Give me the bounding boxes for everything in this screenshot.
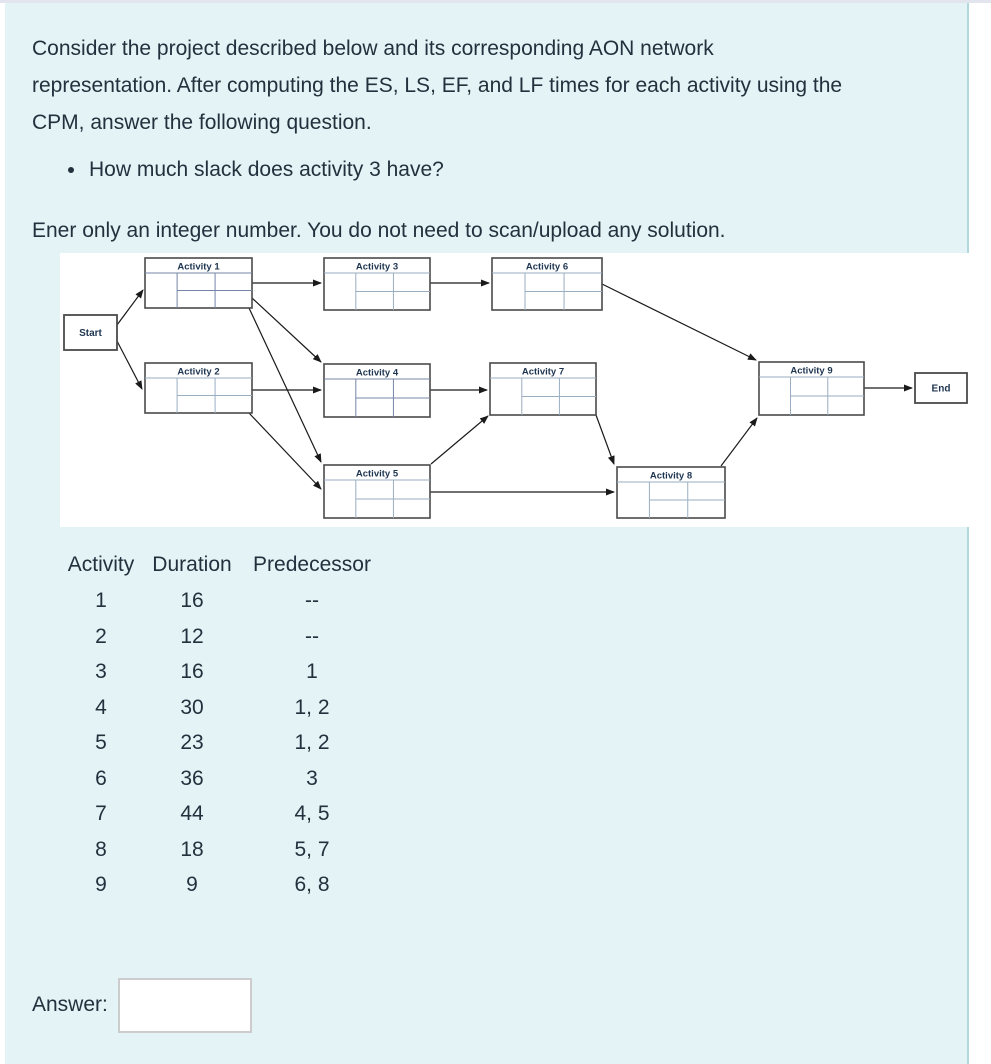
table-row xyxy=(60,796,967,832)
edge-start-a1 xyxy=(117,290,143,325)
edge-a6-a9 xyxy=(602,284,756,360)
edge-a2-a5 xyxy=(249,413,321,489)
node-a6 xyxy=(492,258,602,310)
table-row xyxy=(60,690,967,726)
intro-line-3: CPM, answer the following question. xyxy=(32,111,372,134)
table-cell: -- xyxy=(305,624,319,648)
edge-a1-a4 xyxy=(252,298,321,362)
node-label: End xyxy=(931,383,951,395)
bullet-text: How much slack does activity 3 have? xyxy=(89,158,444,181)
table-cell: 30 xyxy=(180,695,204,719)
table-cell: 23 xyxy=(180,731,204,754)
table-cell: 16 xyxy=(180,589,204,612)
table-cell: 1 xyxy=(95,589,107,612)
node-a4 xyxy=(324,364,430,417)
aon-network-diagram xyxy=(60,253,974,527)
activity-table-body xyxy=(60,583,967,903)
table-cell: 1, 2 xyxy=(294,695,330,719)
node-a5 xyxy=(324,465,430,518)
table-row xyxy=(60,867,967,903)
question-bullet-item xyxy=(32,155,967,185)
node-label: Activity 6 xyxy=(525,261,569,273)
table-row xyxy=(60,761,967,797)
edge-a5-a7 xyxy=(431,416,488,464)
table-row xyxy=(60,619,967,655)
table-row xyxy=(60,654,967,690)
node-label: Activity 8 xyxy=(649,470,693,482)
table-cell: 4, 5 xyxy=(294,802,330,825)
node-label: Start xyxy=(79,328,102,339)
node-label: Activity 4 xyxy=(355,367,399,379)
table-row xyxy=(60,832,967,868)
table-cell: 9 xyxy=(95,873,107,896)
table-cell: -- xyxy=(305,589,319,612)
question-panel xyxy=(5,3,969,1064)
node-label: Activity 1 xyxy=(177,261,220,273)
table-cell: 16 xyxy=(180,660,204,683)
table-row xyxy=(60,725,967,761)
table-cell: 3 xyxy=(306,766,318,790)
table-cell: 2 xyxy=(95,624,107,648)
table-cell: 5 xyxy=(95,731,107,754)
table-header-cell: Duration xyxy=(152,553,232,576)
node-a1 xyxy=(145,258,252,308)
edge-start-a2 xyxy=(117,341,142,389)
node-a2 xyxy=(145,363,252,413)
table-cell: 3 xyxy=(95,660,107,683)
table-cell: 44 xyxy=(180,802,204,825)
answer-input[interactable] xyxy=(118,978,252,1033)
table-cell: 4 xyxy=(95,695,107,719)
answer-row xyxy=(32,978,967,1033)
table-cell: 12 xyxy=(180,624,204,648)
node-start xyxy=(64,315,117,350)
activity-table xyxy=(60,546,967,903)
table-cell: 9 xyxy=(186,873,198,896)
node-label: Activity 5 xyxy=(355,468,399,480)
intro-line-1: Consider the project described below and its corresponding AON network xyxy=(32,37,714,60)
table-header-cell: Activity xyxy=(67,553,135,576)
table-cell: 6, 8 xyxy=(294,873,330,896)
node-a8 xyxy=(617,467,725,518)
table-cell: 8 xyxy=(95,837,107,861)
node-a9 xyxy=(759,362,864,415)
question-instruction: Ener only an integer number. You do not need to scan/upload any solution. xyxy=(32,219,726,242)
table-cell: 18 xyxy=(180,837,204,861)
table-header-cell: Predecessor xyxy=(253,553,371,576)
table-cell: 1 xyxy=(306,660,318,683)
aon-network-svg xyxy=(60,253,974,527)
table-cell: 6 xyxy=(95,766,107,790)
node-label: Activity 9 xyxy=(790,365,833,377)
intro-line-2: representation. After computing the ES, LS, EF, and LF times for each activity using the xyxy=(32,74,843,97)
node-end xyxy=(915,373,967,403)
table-cell: 7 xyxy=(95,802,107,825)
node-a3 xyxy=(324,258,430,310)
table-cell: 5, 7 xyxy=(294,837,330,861)
node-a7 xyxy=(490,363,596,415)
node-label: Activity 7 xyxy=(521,366,565,378)
answer-label: Answer: xyxy=(32,993,108,1016)
question-intro xyxy=(32,3,967,141)
table-row xyxy=(60,583,967,619)
table-cell: 1, 2 xyxy=(294,731,330,754)
edge-a8-a9 xyxy=(721,418,757,466)
edge-a1-a5 xyxy=(249,308,321,462)
node-label: Activity 3 xyxy=(355,261,399,273)
bullet-dot xyxy=(68,167,74,173)
activity-table-header xyxy=(60,546,967,583)
node-label: Activity 2 xyxy=(177,366,220,378)
table-cell: 36 xyxy=(180,766,204,790)
edge-a7-a8 xyxy=(596,415,614,464)
